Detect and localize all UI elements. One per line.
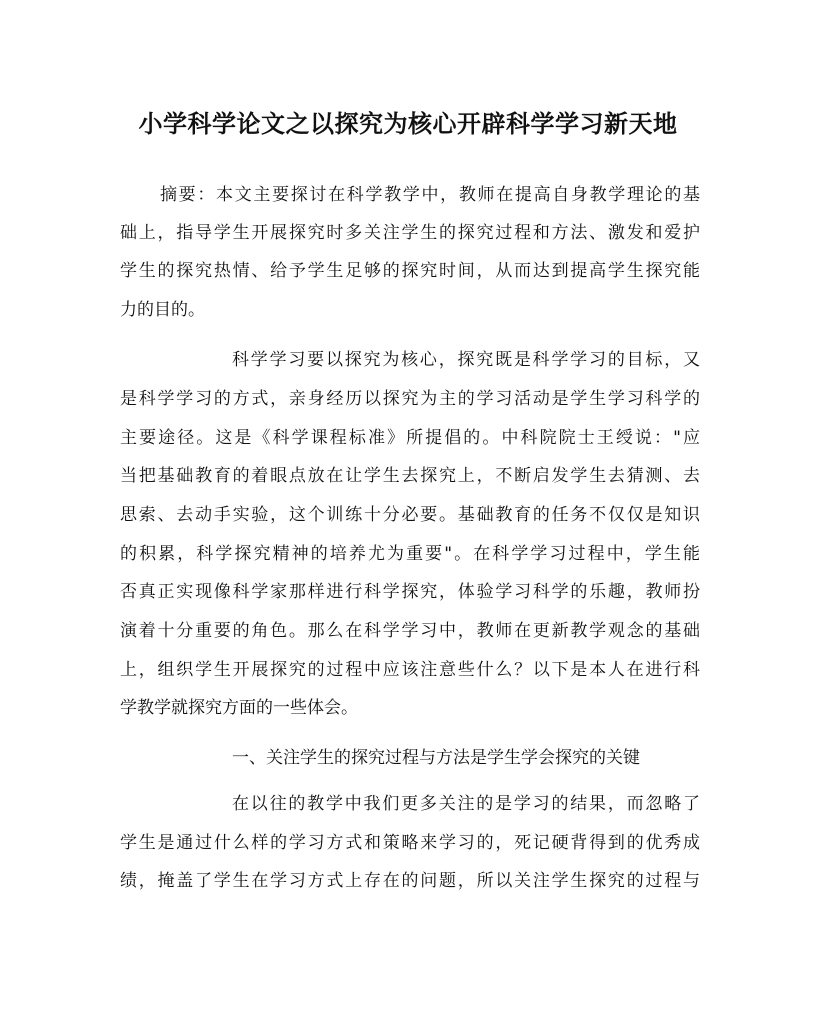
intro-line: 思索、去动手实验，这个训练十分必要。基础教育的任务不仅仅是知识 bbox=[120, 505, 700, 525]
intro-line: 否真正实现像科学家那样进行科学探究，体验学习科学的乐趣，教师扮 bbox=[120, 582, 700, 602]
section-heading: 一、关注学生的探究过程与方法是学生学会探究的关键 bbox=[232, 748, 640, 768]
intro-line: 演着十分重要的角色。那么在科学学习中，教师在更新教学观念的基础 bbox=[120, 621, 700, 641]
section-line: 在以往的教学中我们更多关注的是学习的结果，而忽略了 bbox=[232, 794, 700, 814]
document-title: 小学科学论文之以探究为核心开辟科学学习新天地 bbox=[138, 109, 678, 138]
intro-line: 的积累，科学探究精神的培养尤为重要"。在科学学习过程中，学生能 bbox=[120, 544, 700, 564]
abstract-line: 学生的探究热情、给予学生足够的探究时间，从而达到提高学生探究能 bbox=[120, 261, 700, 281]
intro-line: 是科学学习的方式，亲身经历以探究为主的学习活动是学生学习科学的 bbox=[120, 389, 700, 409]
intro-line: 主要途径。这是《科学课程标准》所提倡的。中科院院士王绶说："应 bbox=[120, 428, 700, 448]
intro-line: 科学学习要以探究为核心，探究既是科学学习的目标，又 bbox=[232, 350, 700, 370]
intro-line: 当把基础教育的着眼点放在让学生去探究上，不断启发学生去猜测、去 bbox=[120, 466, 700, 486]
abstract-line: 摘要：本文主要探讨在科学教学中，教师在提高自身教学理论的基 bbox=[160, 185, 700, 205]
intro-line: 学教学就探究方面的一些体会。 bbox=[120, 698, 358, 718]
abstract-line: 力的目的。 bbox=[120, 300, 205, 320]
intro-line: 上，组织学生开展探究的过程中应该注意些什么？以下是本人在进行科 bbox=[120, 660, 700, 680]
section-line: 学生是通过什么样的学习方式和策略来学习的，死记硬背得到的优秀成 bbox=[120, 833, 700, 853]
abstract-line: 础上，指导学生开展探究时多关注学生的探究过程和方法、激发和爱护 bbox=[120, 223, 700, 243]
section-line: 绩，掩盖了学生在学习方式上存在的问题，所以关注学生探究的过程与 bbox=[120, 871, 700, 891]
